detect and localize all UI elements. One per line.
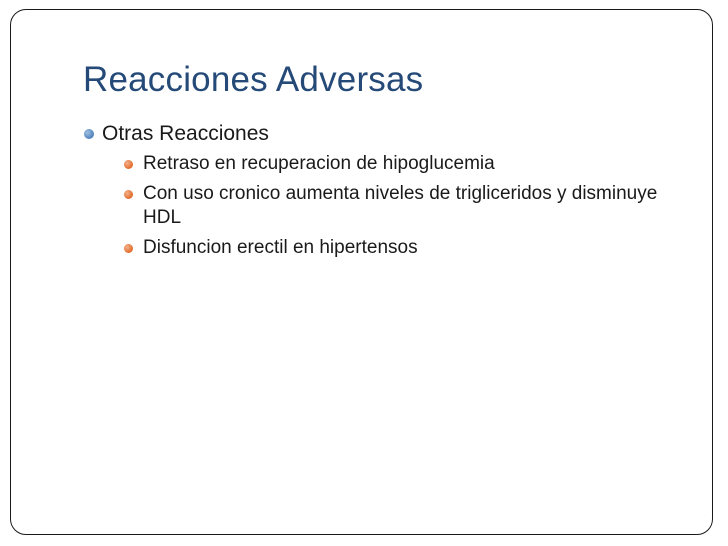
slide-title: Reacciones Adversas (83, 60, 424, 99)
sub-bullet-text: Con uso cronico aumenta niveles de trigliceridos y disminuye HDL (143, 183, 658, 228)
orange-circle-bullet-icon (124, 190, 133, 199)
orange-circle-bullet-icon (124, 244, 133, 253)
bullet-list (83, 120, 683, 266)
sub-bullet-list (102, 152, 683, 260)
sub-bullet-item (102, 182, 683, 230)
sub-bullet-text: Disfuncion erectil en hipertensos (143, 237, 418, 258)
sub-bullet-text: Retraso en recuperacion de hipoglucemia (143, 153, 495, 174)
orange-circle-bullet-icon (124, 160, 133, 169)
bullet-item (83, 120, 683, 260)
blue-circle-bullet-icon (84, 129, 94, 139)
sub-bullet-item (102, 152, 683, 176)
bullet-text: Otras Reacciones (102, 122, 269, 145)
sub-bullet-item (102, 236, 683, 260)
